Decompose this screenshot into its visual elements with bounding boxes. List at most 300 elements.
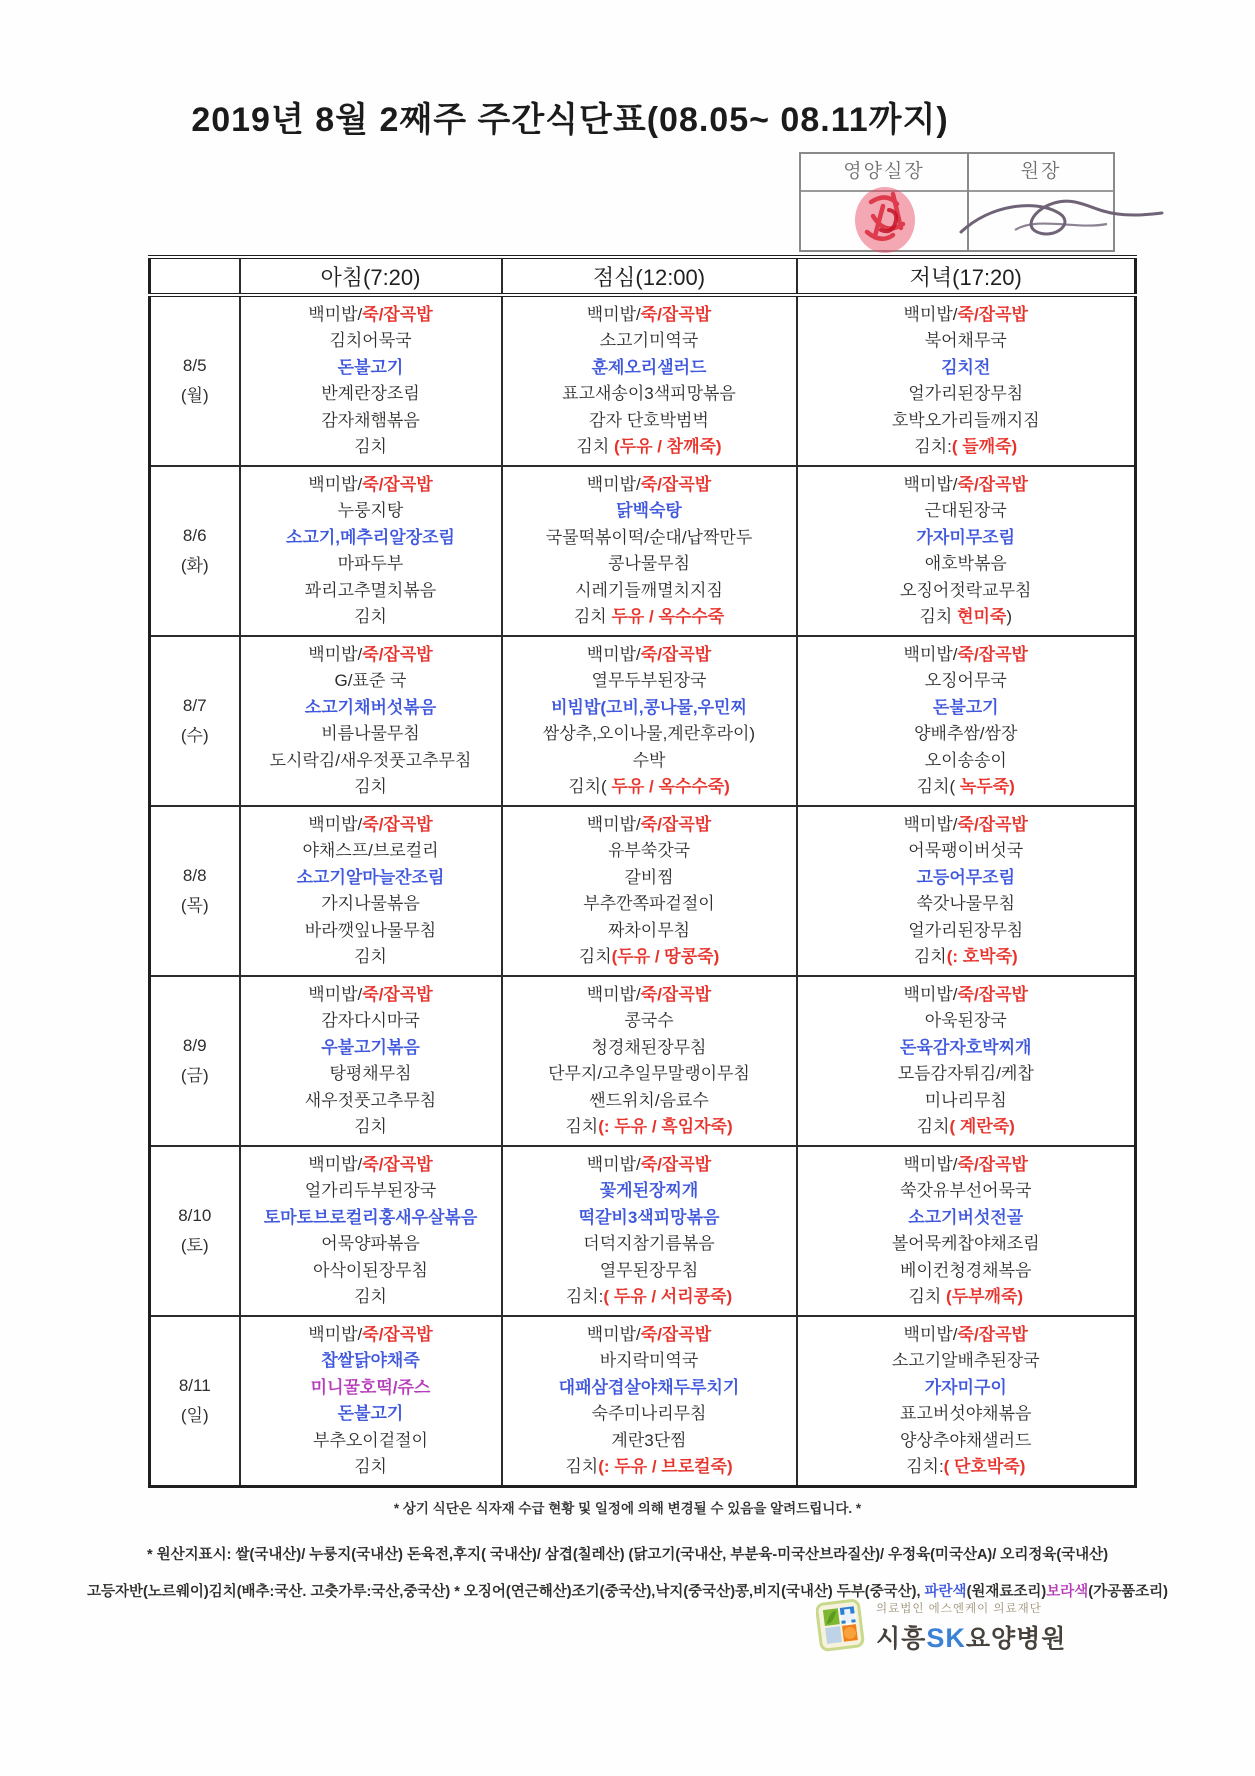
day-date: 8/8 — [182, 866, 207, 885]
menu-text-segment: 김치 — [576, 437, 614, 456]
menu-text-segment: 돈불고기 — [932, 697, 999, 717]
menu-text-segment: 백미밥/ — [586, 644, 641, 664]
corner-cell — [150, 257, 240, 295]
menu-text-segment: 죽/잡곡밥 — [640, 814, 712, 834]
menu-text-segment: 반계란장조림 — [321, 384, 420, 403]
menu-text-segment: 얼가리된장무침 — [908, 920, 1024, 940]
menu-text-segment: 소고기미역국 — [599, 331, 699, 350]
menu-item — [798, 1008, 1135, 1035]
menu-text-segment: 현미죽 — [957, 607, 1007, 626]
menu-item — [798, 355, 1135, 382]
menu-text-segment: 가자미구이 — [924, 1377, 1007, 1397]
menu-item — [241, 774, 501, 801]
day-date: 8/11 — [178, 1376, 211, 1395]
menu-text-segment: 바라깻잎나물무침 — [304, 920, 437, 940]
menu-text-segment: 단무지/고추일무말랭이무침 — [548, 1064, 750, 1083]
menu-item — [503, 1401, 796, 1428]
menu-text-segment: 죽/잡곡밥 — [640, 644, 712, 664]
menu-item — [241, 1205, 501, 1232]
menu-text-segment: 김치 — [908, 1287, 947, 1306]
menu-item — [503, 578, 796, 605]
menu-item — [503, 525, 796, 552]
menu-item — [798, 1231, 1135, 1258]
origin-note-line1: * 원산지표시: 쌀(국내산)/ 누룽지(국내산) 돈육전,후지( 국내산)/ 삼겹(칠레산) (닭고기(국내산, 부분육-미국산브라질산)/ 우정육(미국산A)/ 오리정육(국내산) — [146, 1547, 1109, 1563]
menu-item — [241, 1454, 501, 1481]
menu-item — [798, 1088, 1135, 1115]
menu-item — [798, 472, 1135, 499]
director-sign-area — [969, 192, 1113, 250]
menu-text-segment: 열무된장무침 — [599, 1260, 699, 1280]
menu-item — [503, 1428, 796, 1455]
menu-text-segment: 시레기들깨멸치지짐 — [575, 580, 723, 600]
menu-text-segment: 부추깐쪽파겉절이 — [583, 894, 715, 913]
menu-text-segment: 바지락미역국 — [599, 1351, 699, 1370]
menu-item — [503, 1348, 796, 1375]
menu-text-segment: (두유 / 땅콩죽) — [611, 947, 720, 966]
hospital-name-prefix: 시흥 — [876, 1625, 927, 1653]
menu-text-segment: 국물떡볶이떡/순대/납짝만두 — [545, 527, 753, 547]
menu-item — [798, 1114, 1135, 1141]
menu-item — [798, 408, 1135, 435]
menu-text-segment: 김치 — [578, 947, 612, 966]
hospital-name-suffix: 요양병원 — [965, 1625, 1067, 1653]
header-row — [150, 257, 1136, 295]
menu-item — [241, 578, 501, 605]
menu-cell-dinner — [797, 636, 1136, 806]
menu-text-segment: 어묵팽이버섯국 — [908, 841, 1024, 860]
menu-text-segment: ) — [1006, 607, 1013, 626]
menu-item — [241, 812, 501, 839]
menu-item — [241, 1061, 501, 1088]
menu-item — [798, 748, 1135, 775]
menu-text-segment: 김치 — [565, 1117, 599, 1136]
menu-item — [798, 774, 1135, 801]
menu-item — [798, 434, 1135, 461]
menu-text-segment: 비름나물무침 — [321, 724, 420, 743]
menu-text-segment: 두유 / 옥수수죽 — [611, 607, 725, 626]
hospital-name-sk: SK — [926, 1623, 966, 1653]
menu-text-segment: 돈불고기 — [337, 357, 404, 377]
menu-item — [798, 1284, 1135, 1311]
menu-item — [503, 1178, 796, 1205]
menu-cell-lunch — [502, 1146, 797, 1316]
menu-text-segment: 죽/잡곡밥 — [640, 474, 712, 494]
menu-item — [503, 381, 796, 408]
menu-item — [241, 1284, 501, 1311]
menu-item — [503, 891, 796, 918]
menu-item — [798, 302, 1135, 329]
menu-text-segment: (: 두유 / 브로컬죽) — [598, 1457, 733, 1476]
menu-cell-lunch — [502, 295, 797, 466]
day-cell — [150, 1146, 240, 1316]
menu-item — [241, 1178, 501, 1205]
menu-text-segment: 오징어무국 — [924, 671, 1007, 690]
menu-item — [798, 1061, 1135, 1088]
menu-item — [241, 551, 501, 578]
menu-item — [503, 668, 796, 695]
menu-text-segment: 백미밥/ — [308, 304, 363, 324]
menu-text-segment: 백미밥/ — [308, 814, 363, 834]
origin-note-segment: 고등자반(노르웨이)김치(배추:국산. 고춧가루:국산,중국산) * 오징어(연근해산)조기(중국산),낙지(중국산)콩,비지(국내산) 두부(중국산), — [86, 1584, 925, 1600]
menu-cell-lunch — [502, 1316, 797, 1487]
menu-text-segment: 돈육감자호박찌개 — [900, 1037, 1032, 1057]
menu-text-segment: (두부깨죽) — [946, 1287, 1024, 1306]
menu-text-segment: 숙주미나리무침 — [591, 1404, 707, 1423]
menu-item — [503, 1454, 796, 1481]
pen-signature-icon — [957, 186, 1167, 250]
menu-item — [503, 982, 796, 1009]
menu-item — [241, 1258, 501, 1285]
menu-text-segment: 감자다시마국 — [321, 1011, 420, 1030]
menu-item — [241, 498, 501, 525]
menu-item — [503, 944, 796, 971]
menu-text-segment: 쌘드위치/음료수 — [589, 1090, 709, 1110]
menu-text-segment: 김치전 — [941, 357, 991, 377]
menu-text-segment: 쌈상추,오이나물,계란후라이) — [542, 724, 756, 743]
menu-text-segment: 김치 — [354, 1457, 387, 1476]
menu-text-segment: 김치( — [916, 777, 956, 796]
menu-text-segment: 김치 — [354, 1287, 387, 1306]
approval-box — [799, 152, 1115, 252]
menu-text-segment: 백미밥/ — [586, 1324, 641, 1344]
menu-text-segment: 도시락김/새우젓풋고추무침 — [269, 750, 472, 770]
day-date: 8/9 — [182, 1036, 207, 1055]
origin-note-line2 — [0, 1580, 1255, 1601]
day-date: 8/6 — [182, 526, 207, 545]
hospital-logo-text — [876, 1598, 1066, 1655]
menu-text-segment: 백미밥/ — [903, 1324, 958, 1344]
menu-text-segment: 김치 — [919, 607, 958, 626]
menu-text-segment: ( 두유 / 서리콩죽) — [603, 1287, 733, 1306]
menu-text-segment: 얼가리두부된장국 — [304, 1181, 437, 1200]
menu-item — [503, 302, 796, 329]
menu-text-segment: 오이송송이 — [924, 750, 1007, 770]
origin-note-segment: 파란색 — [924, 1584, 967, 1600]
table-row — [150, 1316, 1136, 1487]
menu-text-segment: G/표준 국 — [334, 671, 407, 690]
menu-text-segment: 죽/잡곡밥 — [957, 814, 1028, 834]
day-date: 8/10 — [178, 1206, 212, 1225]
menu-item — [798, 944, 1135, 971]
menu-item — [241, 1428, 501, 1455]
menu-item — [241, 408, 501, 435]
menu-cell-dinner — [797, 466, 1136, 636]
menu-item — [241, 302, 501, 329]
menu-text-segment: 쑥갓유부선어묵국 — [900, 1181, 1032, 1200]
menu-cell-breakfast — [240, 976, 502, 1146]
menu-text-segment: 죽/잡곡밥 — [957, 644, 1028, 664]
menu-cell-lunch — [502, 636, 797, 806]
menu-text-segment: 죽/잡곡밥 — [362, 1324, 433, 1344]
menu-text-segment: 근대된장국 — [924, 501, 1007, 520]
menu-text-segment: 미니꿀호떡/쥬스 — [310, 1377, 431, 1397]
menu-text-segment: 콩국수 — [624, 1011, 674, 1030]
menu-text-segment: 청경채된장무침 — [591, 1037, 707, 1057]
menu-text-segment: 죽/잡곡밥 — [362, 984, 433, 1004]
menu-item — [241, 328, 501, 355]
day-date: 8/7 — [182, 696, 207, 715]
menu-item — [241, 1348, 501, 1375]
menu-item — [798, 1348, 1135, 1375]
day-of-week: (금) — [180, 1066, 209, 1085]
menu-text-segment: 북어채무국 — [924, 331, 1007, 350]
menu-item — [503, 865, 796, 892]
hospital-name — [876, 1619, 1066, 1655]
table-row — [150, 806, 1136, 976]
menu-item — [798, 551, 1135, 578]
menu-text-segment: 김치 — [354, 1117, 387, 1136]
menu-text-segment: 아욱된장국 — [924, 1011, 1007, 1030]
menu-item — [241, 1008, 501, 1035]
menu-item — [241, 1152, 501, 1179]
approval-col-nutrition — [801, 154, 969, 250]
menu-item — [503, 642, 796, 669]
menu-cell-breakfast — [240, 295, 502, 466]
menu-item — [798, 812, 1135, 839]
menu-text-segment: 콩나물무침 — [607, 554, 691, 573]
menu-text-segment: 꽈리고추멸치볶음 — [304, 580, 437, 600]
menu-item — [798, 1428, 1135, 1455]
menu-item — [241, 642, 501, 669]
menu-item — [241, 1401, 501, 1428]
menu-text-segment: 탕평채무침 — [329, 1064, 412, 1083]
menu-text-segment: 소고기알마늘잔조림 — [296, 867, 445, 887]
menu-item — [503, 1152, 796, 1179]
menu-text-segment: 김치: — [565, 1287, 604, 1306]
director-label: 원장 — [969, 154, 1113, 192]
menu-text-segment: 죽/잡곡밥 — [957, 1324, 1028, 1344]
menu-text-segment: 표고버섯야채볶음 — [900, 1404, 1032, 1423]
menu-item — [241, 748, 501, 775]
menu-text-segment: 백미밥/ — [903, 644, 958, 664]
menu-text-segment: 죽/잡곡밥 — [640, 304, 712, 324]
menu-text-segment: 오징어젓락교무침 — [900, 580, 1032, 600]
day-cell — [150, 976, 240, 1146]
menu-item — [503, 1114, 796, 1141]
menu-text-segment: 죽/잡곡밥 — [362, 814, 433, 834]
menu-text-segment: 백미밥/ — [903, 984, 958, 1004]
menu-text-segment: 죽/잡곡밥 — [640, 984, 712, 1004]
menu-item — [241, 1114, 501, 1141]
menu-item — [503, 1035, 796, 1062]
menu-text-segment: 죽/잡곡밥 — [957, 984, 1028, 1004]
hospital-logo-icon — [816, 1598, 866, 1654]
day-cell — [150, 295, 240, 466]
menu-text-segment: 백미밥/ — [586, 1154, 641, 1174]
menu-item — [503, 472, 796, 499]
menu-item — [798, 891, 1135, 918]
header-lunch: 점심(12:00) — [502, 257, 797, 295]
menu-text-segment: 호박오가리들깨지짐 — [891, 410, 1040, 430]
menu-item — [798, 695, 1135, 722]
menu-item — [798, 982, 1135, 1009]
menu-table-body — [150, 295, 1136, 1487]
menu-text-segment: 백미밥/ — [308, 474, 363, 494]
menu-text-segment: ( 단호박죽) — [943, 1457, 1026, 1476]
menu-cell-breakfast — [240, 1316, 502, 1487]
menu-text-segment: 누룽지탕 — [337, 501, 404, 520]
menu-cell-dinner — [797, 1146, 1136, 1316]
menu-text-segment: 백미밥/ — [586, 474, 641, 494]
menu-cell-lunch — [502, 466, 797, 636]
menu-item — [503, 695, 796, 722]
red-stamp-icon — [849, 180, 927, 260]
day-of-week: (월) — [180, 386, 209, 405]
menu-text-segment: 백미밥/ — [308, 1324, 363, 1344]
menu-item — [241, 355, 501, 382]
menu-text-segment: 죽/잡곡밥 — [362, 304, 433, 324]
menu-item — [798, 1401, 1135, 1428]
menu-item — [503, 434, 796, 461]
menu-item — [241, 918, 501, 945]
menu-text-segment: 꽃게된장찌개 — [599, 1181, 699, 1200]
menu-text-segment: 더덕지참기름볶음 — [583, 1234, 715, 1253]
menu-text-segment: 백미밥/ — [903, 814, 958, 834]
menu-text-segment: 백미밥/ — [308, 644, 363, 664]
menu-text-segment: 얼가리된장무침 — [908, 384, 1024, 403]
origin-note-segment: 보라색 — [1046, 1584, 1089, 1600]
menu-item — [241, 721, 501, 748]
menu-text-segment: 볼어묵케찹야채조림 — [891, 1234, 1040, 1253]
menu-text-segment: ( 계란죽) — [949, 1117, 1015, 1136]
menu-item — [798, 1152, 1135, 1179]
menu-text-segment: 수박 — [632, 750, 666, 770]
table-row — [150, 1146, 1136, 1316]
menu-text-segment: ( 들깨죽) — [951, 437, 1018, 456]
menu-text-segment: 고등어무조림 — [916, 867, 1016, 887]
menu-text-segment: 죽/잡곡밥 — [362, 644, 433, 664]
menu-item — [503, 1088, 796, 1115]
menu-cell-dinner — [797, 976, 1136, 1146]
menu-text-segment: (두유 / 참깨죽) — [613, 437, 722, 456]
menu-item — [798, 1178, 1135, 1205]
menu-text-segment: 짜차이무침 — [607, 920, 691, 940]
table-row — [150, 466, 1136, 636]
menu-text-segment: 찹쌀닭야채죽 — [321, 1351, 420, 1370]
menu-item — [798, 604, 1135, 631]
menu-item — [798, 381, 1135, 408]
menu-item — [503, 1205, 796, 1232]
menu-cell-breakfast — [240, 466, 502, 636]
menu-text-segment: 베이컨청경채복음 — [900, 1260, 1032, 1280]
menu-text-segment: 백미밥/ — [586, 814, 641, 834]
menu-cell-breakfast — [240, 636, 502, 806]
menu-cell-dinner — [797, 295, 1136, 466]
menu-text-segment: 훈제오리샐러드 — [591, 357, 707, 377]
menu-text-segment: 두유 / 옥수수죽) — [606, 777, 730, 796]
table-row — [150, 295, 1136, 466]
nutrition-chief-label: 영양실장 — [801, 154, 967, 192]
menu-text-segment: 표고새송이3색피망볶음 — [562, 384, 736, 403]
menu-text-segment: 소고기,메추리알장조림 — [286, 527, 455, 547]
menu-text-segment: 양상추야채샐러드 — [900, 1430, 1032, 1450]
menu-item — [241, 604, 501, 631]
menu-text-segment: 백미밥/ — [903, 304, 958, 324]
menu-text-segment: 양배추쌈/쌈장 — [914, 724, 1018, 743]
menu-text-segment: 김치 — [354, 437, 387, 456]
menu-item — [503, 812, 796, 839]
menu-item — [503, 551, 796, 578]
menu-item — [241, 865, 501, 892]
hospital-logo — [816, 1598, 1066, 1655]
menu-item — [241, 838, 501, 865]
day-cell — [150, 466, 240, 636]
menu-item — [503, 918, 796, 945]
menu-item — [503, 498, 796, 525]
table-row — [150, 976, 1136, 1146]
menu-text-segment: 소고기알배추된장국 — [891, 1351, 1040, 1370]
menu-text-segment: 갈비찜 — [624, 867, 674, 887]
menu-item — [503, 838, 796, 865]
menu-item — [503, 774, 796, 801]
menu-text-segment: 가지나물볶음 — [321, 894, 420, 913]
menu-item — [798, 328, 1135, 355]
menu-item — [503, 721, 796, 748]
menu-item — [798, 838, 1135, 865]
menu-text-segment: 김치 — [354, 947, 387, 966]
menu-text-segment: 김치 — [354, 777, 387, 796]
menu-text-segment: 김치 — [916, 1117, 950, 1136]
day-of-week: (목) — [180, 896, 209, 915]
menu-item — [241, 1035, 501, 1062]
menu-text-segment: 소고기채버섯볶음 — [304, 697, 437, 717]
menu-item — [503, 1284, 796, 1311]
menu-text-segment: 부추오이겉절이 — [313, 1430, 428, 1450]
menu-text-segment: 마파두부 — [337, 554, 404, 573]
menu-text-segment: 아삭이된장무침 — [313, 1260, 428, 1280]
menu-text-segment: 계란3단찜 — [611, 1430, 687, 1450]
nutrition-chief-sign-area — [801, 192, 967, 250]
menu-item — [798, 1205, 1135, 1232]
menu-text-segment: 김치 — [565, 1457, 599, 1476]
menu-item — [503, 748, 796, 775]
menu-text-segment: 가자미무조림 — [916, 527, 1016, 547]
menu-item — [503, 1375, 796, 1402]
menu-item — [503, 1061, 796, 1088]
menu-text-segment: 백미밥/ — [903, 1154, 958, 1174]
menu-item — [503, 1008, 796, 1035]
menu-item — [241, 695, 501, 722]
day-date: 8/5 — [182, 356, 207, 375]
menu-text-segment: 떡갈비3색피망볶음 — [578, 1207, 720, 1227]
menu-text-segment: 애호박볶음 — [924, 554, 1007, 573]
menu-item — [798, 498, 1135, 525]
menu-item — [503, 604, 796, 631]
menu-item — [241, 1375, 501, 1402]
menu-cell-lunch — [502, 976, 797, 1146]
menu-text-segment: 죽/잡곡밥 — [640, 1324, 712, 1344]
menu-text-segment: 김치 — [573, 607, 612, 626]
menu-text-segment: 유부쑥갓국 — [607, 841, 691, 860]
menu-text-segment: 김치 — [913, 947, 947, 966]
menu-item — [503, 1322, 796, 1349]
menu-item — [798, 865, 1135, 892]
menu-item — [798, 525, 1135, 552]
menu-item — [798, 1454, 1135, 1481]
day-of-week: (토) — [180, 1236, 209, 1255]
menu-text-segment: 죽/잡곡밥 — [362, 1154, 433, 1174]
header-breakfast: 아침(7:20) — [240, 257, 502, 295]
menu-item — [241, 1231, 501, 1258]
menu-item — [241, 525, 501, 552]
menu-text-segment: 녹두죽) — [955, 777, 1015, 796]
menu-item — [241, 1322, 501, 1349]
menu-text-segment: 닭백숙탕 — [616, 501, 682, 520]
menu-text-segment: 야채스프/브로컬리 — [302, 841, 439, 860]
menu-item — [241, 944, 501, 971]
menu-text-segment: 백미밥/ — [308, 1154, 363, 1174]
menu-text-segment: 백미밥/ — [903, 474, 958, 494]
